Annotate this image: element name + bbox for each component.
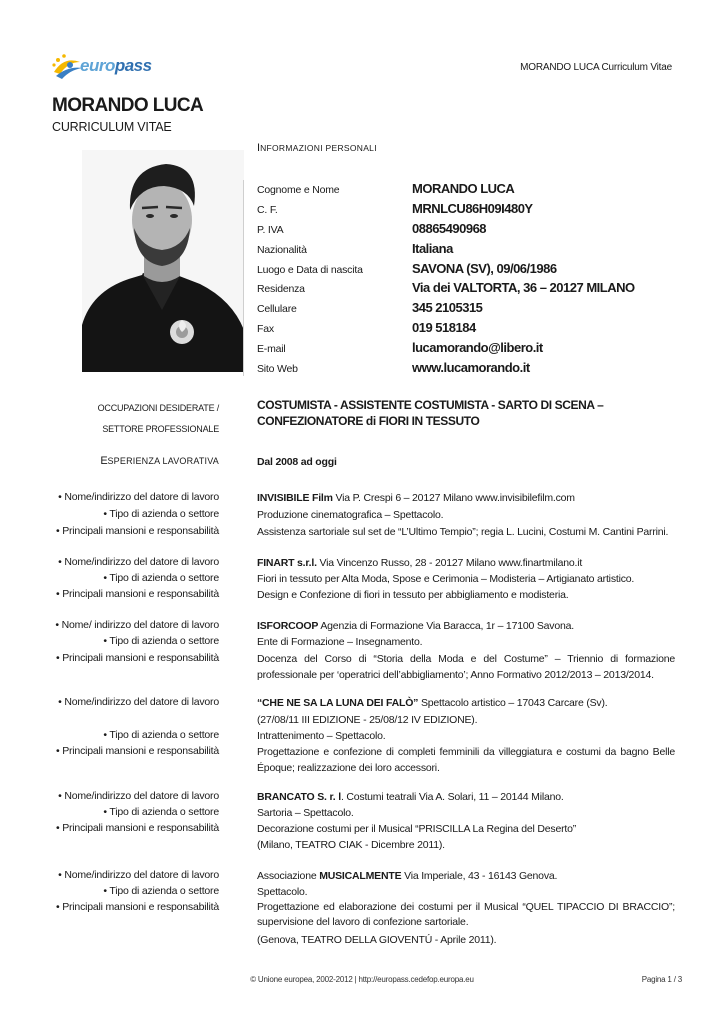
info-row-nationality xyxy=(257,241,677,260)
job-duties-label: • Principali mansioni e responsabilità xyxy=(56,652,219,664)
occupation-value: COSTUMISTA - ASSISTENTE COSTUMISTA - SARTO DI SCENA – CONFEZIONATORE di FIORI IN TESSUTO xyxy=(257,398,604,428)
job-duties-line2: (Genova, TEATRO DELLA GIOVENTÚ - Aprile 2011). xyxy=(257,934,497,946)
info-divider xyxy=(243,180,244,376)
info-label: Fax xyxy=(257,323,274,335)
personal-info-heading: INFORMAZIONI PERSONALI xyxy=(257,142,377,154)
job-employer-label: • Nome/indirizzo del datore di lavoro xyxy=(58,491,219,503)
job-type-label: • Tipo di azienda o settore xyxy=(103,885,219,897)
info-label: P. IVA xyxy=(257,224,284,236)
job-employer-label: • Nome/indirizzo del datore di lavoro xyxy=(58,696,219,708)
info-value: Italiana xyxy=(412,241,453,256)
info-value: Via dei VALTORTA, 36 – 20127 MILANO xyxy=(412,280,635,295)
info-row-email[interactable] xyxy=(257,340,677,359)
job-type-label: • Tipo di azienda o settore xyxy=(103,572,219,584)
info-label: Residenza xyxy=(257,283,305,295)
job-duties: Docenza del Corso di “Storia della Moda e del Costume” – Triennio di formazione professionale per ‘operatrici dell’abbigliamento’; Anno Formativo 2012/2013 – 2013/2014. xyxy=(257,653,675,681)
info-value: 019 518184 xyxy=(412,320,476,335)
info-row-cf xyxy=(257,201,677,220)
info-label: C. F. xyxy=(257,204,278,216)
job-employer-line2: (27/08/11 III EDIZIONE - 25/08/12 IV EDIZIONE). xyxy=(257,714,478,726)
logo-text-pass: pass xyxy=(114,56,152,75)
job-employer: Associazione MUSICALMENTE Via Imperiale, 43 - 16143 Genova. xyxy=(257,870,558,882)
job-duties: Progettazione ed elaborazione dei costumi per il Musical “QUEL TIPACCIO DI BRACCIO”; supervisione del lavoro di confezione sartoriale. xyxy=(257,901,675,928)
info-value: MORANDO LUCA xyxy=(412,181,515,196)
job-employer: INVISIBILE Film Via P. Crespi 6 – 20127 Milano www.invisibilefilm.com xyxy=(257,492,575,504)
job-employer: BRANCATO S. r. l. Costumi teatrali Via A. Solari, 11 – 20144 Milano. xyxy=(257,791,564,803)
europass-star-icon xyxy=(50,52,84,82)
info-row-residence xyxy=(257,280,677,299)
info-value: MRNLCU86H09I480Y xyxy=(412,201,533,216)
job-employer-label: • Nome/indirizzo del datore di lavoro xyxy=(58,790,219,802)
info-value: 08865490968 xyxy=(412,221,487,236)
portrait-image xyxy=(82,150,244,372)
job-type: Fiori in tessuto per Alta Moda, Spose e Cerimonia – Modisteria – Artigianato artistico. xyxy=(257,573,635,585)
info-value: SAVONA (SV), 09/06/1986 xyxy=(412,261,557,276)
info-row-website[interactable] xyxy=(257,360,677,379)
job-type-label: • Tipo di azienda o settore xyxy=(103,806,219,818)
info-row-name xyxy=(257,181,677,200)
info-row-mobile xyxy=(257,300,677,319)
job-duties-label: • Principali mansioni e responsabilità xyxy=(56,745,219,757)
job-employer: ISFORCOOP Agenzia di Formazione Via Baracca, 1r – 17100 Savona. xyxy=(257,620,574,632)
job-type: Sartoria – Spettacolo. xyxy=(257,807,354,819)
job-employer-label: • Nome/ indirizzo del datore di lavoro xyxy=(55,619,219,631)
info-label: Cognome e Nome xyxy=(257,184,340,196)
info-label: Cellulare xyxy=(257,303,297,315)
occupation-label-line1: OCCUPAZIONI DESIDERATE / xyxy=(97,403,219,413)
header-cv-owner: MORANDO LUCA Curriculum Vitae xyxy=(520,62,672,73)
info-value: 345 2105315 xyxy=(412,300,483,315)
info-row-piva xyxy=(257,221,677,240)
job-type: Spettacolo. xyxy=(257,886,308,898)
job-employer-label: • Nome/indirizzo del datore di lavoro xyxy=(58,556,219,568)
experience-period: Dal 2008 ad oggi xyxy=(257,456,337,468)
job-duties: Design e Confezione di fiori in tessuto per abbigliamento e modisteria. xyxy=(257,589,569,601)
job-employer-label: • Nome/indirizzo del datore di lavoro xyxy=(58,869,219,881)
info-label: Sito Web xyxy=(257,363,298,375)
job-duties: Progettazione e confezione di completi femminili da villeggiatura e costumi da bagno Belle Époque; realizzazione dei loro accessori. xyxy=(257,746,675,774)
cv-subtitle: CURRICULUM VITAE xyxy=(52,120,172,134)
footer-copyright: © Unione europea, 2002-2012 | http://europass.cedefop.europa.eu xyxy=(250,975,474,984)
job-duties-line2: (Milano, TEATRO CIAK - Dicembre 2011). xyxy=(257,839,445,851)
logo-text-euro: euro xyxy=(80,56,115,75)
info-label: Nazionalità xyxy=(257,244,307,256)
job-type-label: • Tipo di azienda o settore xyxy=(103,635,219,647)
job-duties: Assistenza sartoriale sul set de “L’Ultimo Tempio”; regia L. Lucini, Costumi M. Cantini Parrini. xyxy=(257,526,669,538)
job-duties-label: • Principali mansioni e responsabilità xyxy=(56,901,219,913)
job-type: Ente di Formazione – Insegnamento. xyxy=(257,636,423,648)
job-duties-label: • Principali mansioni e responsabilità xyxy=(56,822,219,834)
info-row-fax xyxy=(257,320,677,339)
occupation-label-line2: SETTORE PROFESSIONALE xyxy=(102,424,219,434)
email-link[interactable]: lucamorando@libero.it xyxy=(412,340,543,355)
footer-page-number: Pagina 1 / 3 xyxy=(641,975,682,984)
info-label: Luogo e Data di nascita xyxy=(257,264,363,276)
job-employer: “CHE NE SA LA LUNA DEI FALÒ” Spettacolo artistico – 17043 Carcare (Sv). xyxy=(257,697,608,709)
info-label: E-mail xyxy=(257,343,286,355)
job-employer: FINART s.r.l. Via Vincenzo Russo, 28 - 20127 Milano www.finartmilano.it xyxy=(257,557,583,569)
job-type-label: • Tipo di azienda o settore xyxy=(103,729,219,741)
cv-name-title: MORANDO LUCA xyxy=(52,95,204,116)
info-row-birth xyxy=(257,261,677,280)
job-type: Produzione cinematografica – Spettacolo. xyxy=(257,509,444,521)
job-duties-label: • Principali mansioni e responsabilità xyxy=(56,525,219,537)
website-link[interactable]: www.lucamorando.it xyxy=(412,360,530,375)
experience-heading: ESPERIENZA LAVORATIVA xyxy=(100,455,219,467)
job-duties: Decorazione costumi per il Musical “PRISCILLA La Regina del Deserto” xyxy=(257,823,577,835)
europass-logo xyxy=(50,52,150,82)
job-type-label: • Tipo di azienda o settore xyxy=(103,508,219,520)
profile-photo xyxy=(82,150,244,372)
job-type: Intrattenimento – Spettacolo. xyxy=(257,730,386,742)
job-duties-label: • Principali mansioni e responsabilità xyxy=(56,588,219,600)
